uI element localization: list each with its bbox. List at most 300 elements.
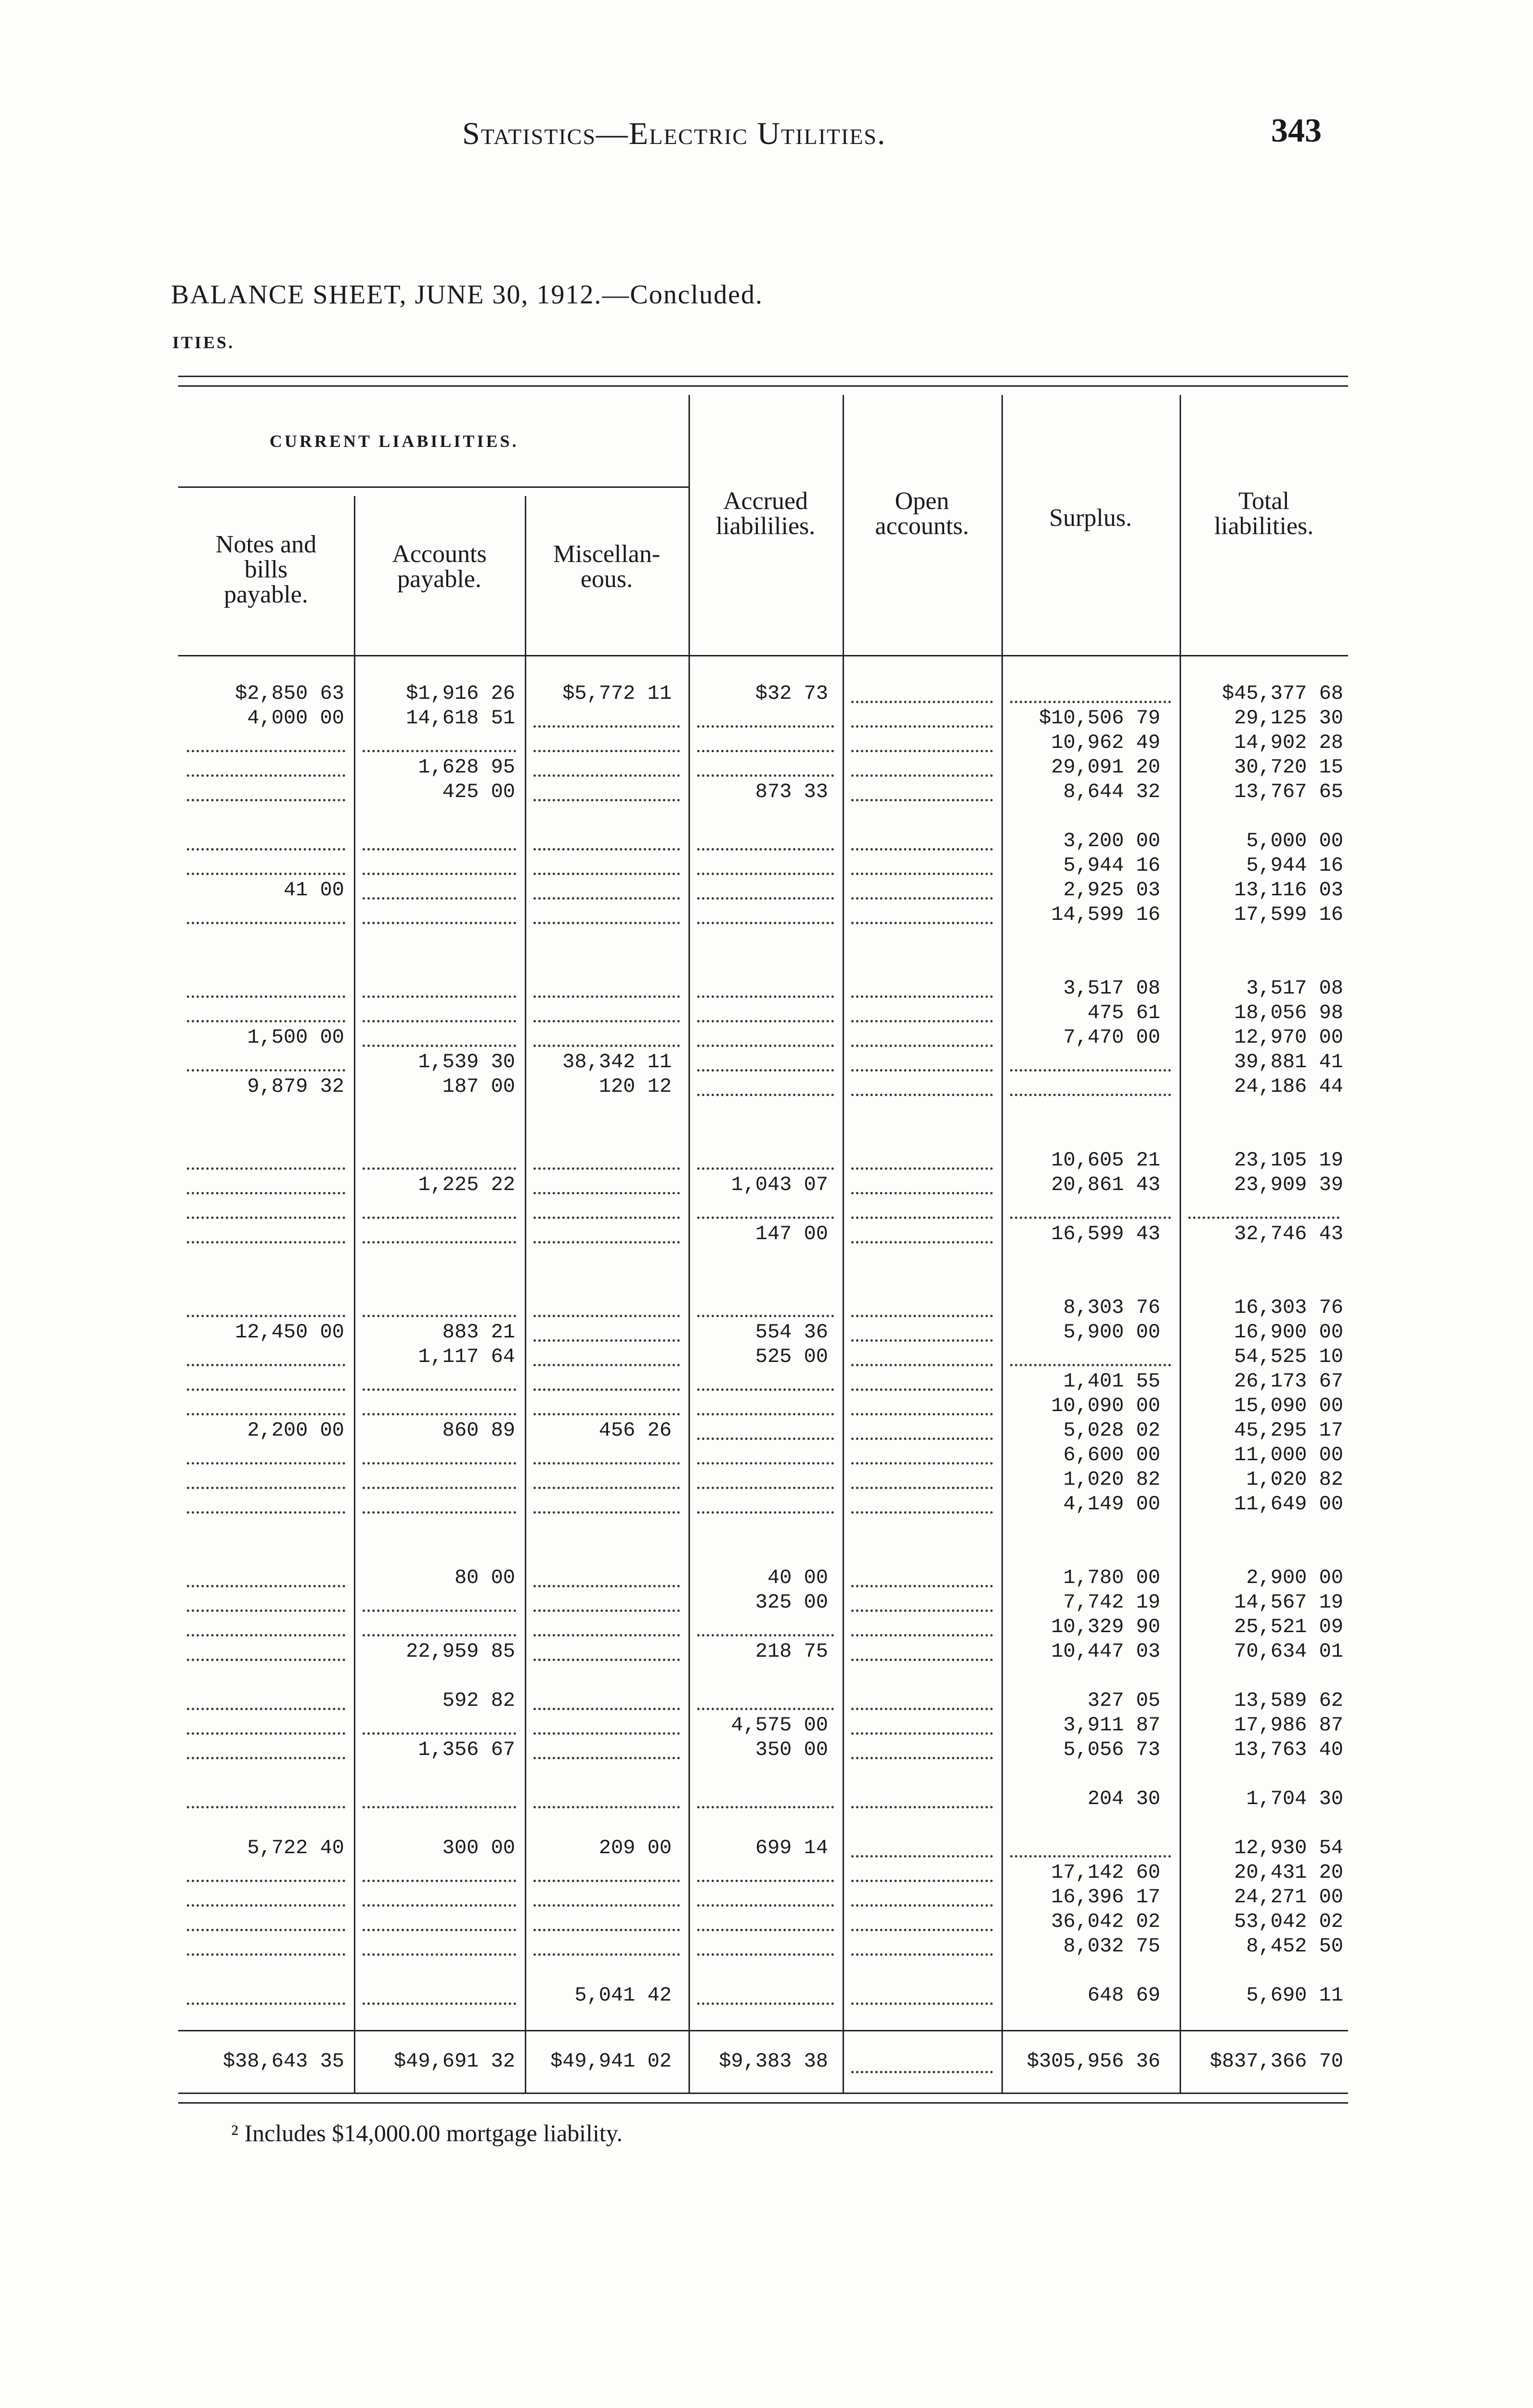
data-cell: 5,041 42 bbox=[574, 1984, 672, 2007]
data-cell: 13,116 03 bbox=[1234, 878, 1343, 902]
data-cell: 14,902 28 bbox=[1234, 731, 1343, 754]
leader-dots bbox=[533, 1167, 680, 1170]
leader-dots bbox=[851, 1487, 993, 1489]
leader-dots bbox=[1188, 1217, 1339, 1219]
data-cell: 147 00 bbox=[755, 1222, 828, 1245]
data-cell: 17,986 87 bbox=[1234, 1714, 1343, 1737]
data-cell: 29,091 20 bbox=[1051, 756, 1160, 779]
leader-dots bbox=[363, 922, 516, 924]
leader-dots bbox=[363, 1045, 516, 1047]
data-cell: 5,900 00 bbox=[1063, 1321, 1160, 1344]
leader-dots bbox=[187, 1732, 345, 1735]
data-cell: $10,506 79 bbox=[1039, 707, 1160, 730]
data-cell: 30,720 15 bbox=[1234, 756, 1343, 779]
total-cell: $49,691 32 bbox=[393, 2050, 515, 2073]
leader-dots bbox=[187, 1192, 345, 1194]
leader-dots bbox=[363, 2002, 516, 2005]
leader-dots bbox=[187, 799, 345, 801]
leader-dots bbox=[533, 774, 680, 777]
leader-dots bbox=[363, 1953, 516, 1956]
leader-dots bbox=[851, 1708, 993, 1710]
leader-dots bbox=[851, 1855, 993, 1858]
leader-dots bbox=[533, 1487, 680, 1489]
leader-dots bbox=[363, 1020, 516, 1022]
data-cell: 20,431 20 bbox=[1234, 1861, 1343, 1884]
leader-dots bbox=[533, 1904, 680, 1907]
leader-dots bbox=[533, 995, 680, 998]
leader-dots bbox=[363, 1217, 516, 1219]
header-line: bills bbox=[244, 556, 288, 583]
data-cell: 53,042 02 bbox=[1234, 1910, 1343, 1933]
leader-dots bbox=[533, 1757, 680, 1759]
leader-dots bbox=[533, 1020, 680, 1022]
leader-dots bbox=[533, 750, 680, 752]
data-cell: 39,881 41 bbox=[1234, 1050, 1343, 1073]
data-cell: 5,000 00 bbox=[1246, 829, 1343, 852]
leader-dots bbox=[533, 1364, 680, 1366]
data-cell: 13,767 65 bbox=[1234, 780, 1343, 803]
leader-dots bbox=[697, 1094, 834, 1096]
data-cell: 456 26 bbox=[598, 1419, 672, 1442]
leader-dots bbox=[187, 1364, 345, 1366]
leader-dots bbox=[851, 2002, 993, 2005]
leader-dots bbox=[363, 1880, 516, 1882]
leader-dots bbox=[363, 1806, 516, 1808]
leader-dots bbox=[187, 1511, 345, 1514]
leader-dots bbox=[851, 1167, 993, 1170]
data-cell: 12,970 00 bbox=[1234, 1026, 1343, 1049]
leader-dots bbox=[697, 1634, 834, 1636]
leader-dots bbox=[1010, 1069, 1171, 1072]
leader-dots bbox=[187, 1315, 345, 1317]
data-cell: 5,028 02 bbox=[1063, 1419, 1160, 1442]
leader-dots bbox=[533, 1462, 680, 1465]
leader-dots bbox=[187, 1241, 345, 1243]
header-line: Total bbox=[1238, 487, 1290, 515]
leader-dots bbox=[363, 1388, 516, 1391]
leader-dots bbox=[697, 1708, 834, 1710]
leader-dots bbox=[697, 1806, 834, 1808]
leader-dots bbox=[533, 1315, 680, 1317]
leader-dots bbox=[851, 725, 993, 728]
leader-dots bbox=[851, 1388, 993, 1391]
leader-dots bbox=[697, 1315, 834, 1317]
data-cell: 16,303 76 bbox=[1234, 1296, 1343, 1319]
leader-dots bbox=[533, 1045, 680, 1047]
data-cell: 1,020 82 bbox=[1063, 1468, 1160, 1491]
leader-dots bbox=[851, 1020, 993, 1022]
data-cell: 10,090 00 bbox=[1051, 1394, 1160, 1417]
data-cell: 1,780 00 bbox=[1063, 1566, 1160, 1589]
data-cell: 14,567 19 bbox=[1234, 1591, 1343, 1614]
header-line: accounts. bbox=[875, 512, 969, 540]
data-cell: 32,746 43 bbox=[1234, 1222, 1343, 1245]
leader-dots bbox=[187, 1487, 345, 1489]
column-divider bbox=[843, 395, 844, 2093]
leader-dots bbox=[851, 1806, 993, 1808]
leader-dots bbox=[851, 848, 993, 851]
leader-dots bbox=[697, 725, 834, 728]
leader-dots bbox=[697, 750, 834, 752]
header-line: Accrued bbox=[723, 487, 808, 515]
data-cell: 24,271 00 bbox=[1234, 1885, 1343, 1909]
leader-dots bbox=[1010, 1094, 1171, 1096]
leader-dots bbox=[533, 1241, 680, 1243]
leader-dots bbox=[851, 1413, 993, 1415]
leader-dots bbox=[697, 1511, 834, 1514]
data-cell: 699 14 bbox=[755, 1836, 828, 1859]
header-accounts bbox=[354, 542, 525, 592]
leader-dots bbox=[851, 1757, 993, 1759]
data-cell: 1,401 55 bbox=[1063, 1370, 1160, 1393]
leader-dots bbox=[697, 1388, 834, 1391]
data-cell: 17,599 16 bbox=[1234, 903, 1343, 926]
header-line: liabilities. bbox=[1214, 512, 1314, 540]
data-cell: 20,861 43 bbox=[1051, 1173, 1160, 1196]
leader-dots bbox=[851, 995, 993, 998]
leader-dots bbox=[533, 799, 680, 801]
leader-dots bbox=[697, 1953, 834, 1956]
data-cell: 327 05 bbox=[1087, 1689, 1160, 1712]
table-top-rule bbox=[178, 376, 1348, 377]
leader-dots bbox=[363, 1904, 516, 1907]
data-cell: 1,117 64 bbox=[418, 1345, 515, 1368]
data-cell: $1,916 26 bbox=[406, 682, 515, 705]
leader-dots bbox=[533, 1929, 680, 1931]
leader-dots bbox=[187, 848, 345, 851]
leader-dots bbox=[851, 1880, 993, 1882]
data-cell: 45,295 17 bbox=[1234, 1419, 1343, 1442]
leader-dots bbox=[363, 1167, 516, 1170]
data-cell: 325 00 bbox=[755, 1591, 828, 1614]
leader-dots bbox=[187, 1610, 345, 1612]
table-top-rule-2 bbox=[178, 385, 1348, 387]
total-cell: $9,383 38 bbox=[719, 2050, 828, 2073]
data-cell: 8,032 75 bbox=[1063, 1935, 1160, 1958]
data-cell: 1,020 82 bbox=[1246, 1468, 1343, 1491]
header-surplus bbox=[1001, 506, 1180, 531]
data-cell: 300 00 bbox=[442, 1836, 515, 1859]
leader-dots bbox=[851, 1315, 993, 1317]
data-cell: 3,517 08 bbox=[1063, 977, 1160, 1000]
data-cell: 25,521 09 bbox=[1234, 1615, 1343, 1638]
data-cell: 41 00 bbox=[283, 878, 344, 902]
leader-dots bbox=[697, 1929, 834, 1931]
leader-dots bbox=[363, 1462, 516, 1465]
leader-dots bbox=[851, 1610, 993, 1612]
data-cell: 218 75 bbox=[755, 1640, 828, 1663]
data-cell: 554 36 bbox=[755, 1321, 828, 1344]
group-header-rule bbox=[178, 486, 689, 488]
leader-dots bbox=[851, 1585, 993, 1587]
data-cell: 648 69 bbox=[1087, 1984, 1160, 2007]
data-cell: 2,200 00 bbox=[247, 1419, 344, 1442]
data-cell: 2,925 03 bbox=[1063, 878, 1160, 902]
data-cell: 1,704 30 bbox=[1246, 1787, 1343, 1810]
data-cell: 5,944 16 bbox=[1063, 854, 1160, 877]
leader-dots bbox=[851, 1241, 993, 1243]
data-cell: 5,690 11 bbox=[1246, 1984, 1343, 2007]
leader-dots bbox=[363, 1241, 516, 1243]
data-cell: 17,142 60 bbox=[1051, 1861, 1160, 1884]
header-accrued bbox=[689, 489, 843, 539]
leader-dots bbox=[363, 897, 516, 900]
data-cell: 26,173 67 bbox=[1234, 1370, 1343, 1393]
leader-dots bbox=[363, 848, 516, 851]
leader-dots bbox=[187, 1585, 345, 1587]
leader-dots bbox=[187, 1904, 345, 1907]
leader-dots bbox=[851, 1659, 993, 1661]
leader-dots bbox=[363, 1315, 516, 1317]
data-cell: 1,539 30 bbox=[418, 1050, 515, 1073]
data-cell: 7,742 19 bbox=[1063, 1591, 1160, 1614]
leader-dots bbox=[697, 922, 834, 924]
header-line: Surplus. bbox=[1049, 504, 1132, 532]
leader-dots bbox=[533, 1192, 680, 1194]
leader-dots bbox=[363, 995, 516, 998]
data-cell: 592 82 bbox=[442, 1689, 515, 1712]
leader-dots bbox=[1010, 1217, 1171, 1219]
leader-dots bbox=[533, 897, 680, 900]
data-cell: 23,909 39 bbox=[1234, 1173, 1343, 1196]
leader-dots bbox=[187, 1167, 345, 1170]
leader-dots bbox=[697, 774, 834, 777]
data-cell: 8,303 76 bbox=[1063, 1296, 1160, 1319]
leader-dots bbox=[1010, 1855, 1171, 1858]
leader-dots bbox=[187, 922, 345, 924]
data-cell: 120 12 bbox=[598, 1075, 672, 1098]
leader-dots bbox=[187, 774, 345, 777]
leader-dots bbox=[851, 1904, 993, 1907]
leader-dots bbox=[697, 1438, 834, 1440]
leader-dots bbox=[187, 1020, 345, 1022]
leader-dots bbox=[697, 1487, 834, 1489]
leader-dots bbox=[533, 922, 680, 924]
leader-dots bbox=[851, 1953, 993, 1956]
data-cell: 13,763 40 bbox=[1234, 1738, 1343, 1761]
leader-dots bbox=[697, 1045, 834, 1047]
leader-dots bbox=[851, 1438, 993, 1440]
leader-dots bbox=[851, 799, 993, 801]
leader-dots bbox=[697, 897, 834, 900]
data-cell: 860 89 bbox=[442, 1419, 515, 1442]
leader-dots bbox=[533, 1732, 680, 1735]
data-cell: 11,649 00 bbox=[1234, 1492, 1343, 1516]
data-cell: 5,056 73 bbox=[1063, 1738, 1160, 1761]
data-cell: 14,618 51 bbox=[406, 707, 515, 730]
leader-dots bbox=[1010, 1364, 1171, 1366]
leader-dots bbox=[851, 774, 993, 777]
data-cell: 10,447 03 bbox=[1051, 1640, 1160, 1663]
data-cell: 3,517 08 bbox=[1246, 977, 1343, 1000]
data-cell: 11,000 00 bbox=[1234, 1443, 1343, 1466]
leader-dots bbox=[363, 1413, 516, 1415]
header-line: payable. bbox=[224, 581, 308, 608]
data-cell: 10,329 90 bbox=[1051, 1615, 1160, 1638]
leader-dots bbox=[533, 1413, 680, 1415]
data-cell: 1,225 22 bbox=[418, 1173, 515, 1196]
leader-dots bbox=[851, 1069, 993, 1072]
leader-dots bbox=[533, 1880, 680, 1882]
data-cell: 1,043 07 bbox=[731, 1173, 828, 1196]
leader-dots bbox=[697, 2002, 834, 2005]
leader-dots bbox=[187, 1708, 345, 1710]
data-cell: 80 00 bbox=[454, 1566, 515, 1589]
leader-dots bbox=[851, 897, 993, 900]
total-cell: $38,643 35 bbox=[222, 2050, 344, 2073]
leader-dots bbox=[851, 922, 993, 924]
leader-dots bbox=[697, 873, 834, 875]
data-cell: 2,900 00 bbox=[1246, 1566, 1343, 1589]
leader-dots bbox=[851, 1732, 993, 1735]
leader-dots bbox=[187, 1388, 345, 1391]
data-cell: 425 00 bbox=[442, 780, 515, 803]
leader-dots bbox=[851, 1511, 993, 1514]
leader-dots bbox=[363, 1732, 516, 1735]
leader-dots bbox=[851, 1929, 993, 1931]
leader-dots bbox=[533, 873, 680, 875]
data-cell: 350 00 bbox=[755, 1738, 828, 1761]
leader-dots bbox=[187, 1069, 345, 1072]
page-number: 343 bbox=[1271, 112, 1322, 149]
leader-dots bbox=[363, 1634, 516, 1636]
header-line: liabililies. bbox=[715, 512, 816, 540]
data-cell: 12,930 54 bbox=[1234, 1836, 1343, 1859]
header-line: eous. bbox=[580, 565, 633, 593]
leader-dots bbox=[187, 995, 345, 998]
data-cell: 16,396 17 bbox=[1051, 1885, 1160, 1909]
data-cell: 8,644 32 bbox=[1063, 780, 1160, 803]
leader-dots bbox=[697, 1904, 834, 1907]
data-cell: 525 00 bbox=[755, 1345, 828, 1368]
leader-dots bbox=[363, 1487, 516, 1489]
data-cell: 70,634 01 bbox=[1234, 1640, 1343, 1663]
data-cell: 209 00 bbox=[598, 1836, 672, 1859]
data-cell: 40 00 bbox=[767, 1566, 828, 1589]
data-cell: $45,377 68 bbox=[1221, 682, 1343, 705]
leader-dots bbox=[1010, 701, 1171, 703]
data-cell: 16,599 43 bbox=[1051, 1222, 1160, 1245]
leader-dots bbox=[363, 1610, 516, 1612]
leader-dots bbox=[851, 1192, 993, 1194]
leader-dots bbox=[533, 1339, 680, 1342]
leader-dots bbox=[851, 750, 993, 752]
leader-dots bbox=[187, 1880, 345, 1882]
running-head bbox=[462, 116, 886, 152]
header-total bbox=[1180, 489, 1348, 539]
header-line: Accounts bbox=[392, 540, 487, 568]
leader-dots bbox=[363, 1929, 516, 1931]
data-cell: 13,589 62 bbox=[1234, 1689, 1343, 1712]
data-cell: 6,600 00 bbox=[1063, 1443, 1160, 1466]
leader-dots bbox=[187, 1634, 345, 1636]
leader-dots bbox=[187, 1462, 345, 1465]
data-cell: 8,452 50 bbox=[1246, 1935, 1343, 1958]
total-cell: $49,941 02 bbox=[550, 2050, 672, 2073]
data-cell: 4,149 00 bbox=[1063, 1492, 1160, 1516]
data-cell: 187 00 bbox=[442, 1075, 515, 1098]
header-line: Miscellan- bbox=[553, 540, 661, 568]
leader-dots bbox=[187, 750, 345, 752]
leader-dots bbox=[851, 1634, 993, 1636]
leader-dots bbox=[187, 1953, 345, 1956]
leader-dots bbox=[697, 1217, 834, 1219]
leader-dots bbox=[697, 1020, 834, 1022]
leader-dots bbox=[851, 1339, 993, 1342]
table-caption: BALANCE SHEET, JUNE 30, 1912.—Concluded. bbox=[171, 280, 763, 310]
data-cell: 23,105 19 bbox=[1234, 1149, 1343, 1172]
data-cell: 4,575 00 bbox=[731, 1714, 828, 1737]
data-cell: 3,200 00 bbox=[1063, 829, 1160, 852]
leader-dots bbox=[851, 1094, 993, 1096]
leader-dots bbox=[697, 1069, 834, 1072]
data-cell: 15,090 00 bbox=[1234, 1394, 1343, 1417]
leader-dots bbox=[187, 2002, 345, 2005]
data-cell: 9,879 32 bbox=[247, 1075, 344, 1098]
data-cell: 36,042 02 bbox=[1051, 1910, 1160, 1933]
data-cell: 5,722 40 bbox=[247, 1836, 344, 1859]
leader-dots bbox=[697, 1462, 834, 1465]
leader-dots bbox=[187, 873, 345, 875]
leader-dots bbox=[187, 1757, 345, 1759]
data-cell: 1,356 67 bbox=[418, 1738, 515, 1761]
leader-dots bbox=[187, 1659, 345, 1661]
data-cell: 873 33 bbox=[755, 780, 828, 803]
footnote: ² Includes $14,000.00 mortgage liability. bbox=[231, 2120, 623, 2146]
leader-dots bbox=[187, 1806, 345, 1808]
leader-dots bbox=[851, 1045, 993, 1047]
leader-dots bbox=[533, 1953, 680, 1956]
leader-dots bbox=[697, 1413, 834, 1415]
leader-dots bbox=[851, 701, 993, 703]
leader-dots bbox=[533, 1806, 680, 1808]
leader-dots bbox=[533, 1388, 680, 1391]
data-cell: 1,500 00 bbox=[247, 1026, 344, 1049]
leader-dots bbox=[363, 1511, 516, 1514]
header-misc bbox=[525, 542, 689, 592]
table-subcaption: ITIES. bbox=[172, 333, 235, 352]
data-cell: 18,056 98 bbox=[1234, 1001, 1343, 1024]
data-cell: 29,125 30 bbox=[1234, 707, 1343, 730]
data-cell: $2,850 63 bbox=[235, 682, 344, 705]
data-cell: 204 30 bbox=[1087, 1787, 1160, 1810]
leader-dots bbox=[851, 2071, 993, 2073]
leader-dots bbox=[533, 725, 680, 728]
data-cell: 54,525 10 bbox=[1234, 1345, 1343, 1368]
totals-bottom-rule bbox=[178, 2093, 1348, 2094]
header-notes bbox=[178, 532, 354, 607]
footer-rule bbox=[178, 2102, 1348, 2104]
data-cell: 475 61 bbox=[1087, 1001, 1160, 1024]
leader-dots bbox=[851, 873, 993, 875]
leader-dots bbox=[187, 1929, 345, 1931]
header-line: Open bbox=[895, 487, 949, 515]
leader-dots bbox=[533, 1585, 680, 1587]
data-cell: 4,000 00 bbox=[247, 707, 344, 730]
data-cell: 38,342 11 bbox=[562, 1050, 672, 1073]
leader-dots bbox=[851, 1217, 993, 1219]
leader-dots bbox=[533, 1708, 680, 1710]
header-line: payable. bbox=[397, 565, 481, 593]
leader-dots bbox=[533, 1511, 680, 1514]
leader-dots bbox=[851, 1462, 993, 1465]
leader-dots bbox=[363, 750, 516, 752]
group-header-current-liabilities: CURRENT LIABILITIES. bbox=[270, 432, 519, 451]
data-cell: 10,962 49 bbox=[1051, 731, 1160, 754]
leader-dots bbox=[697, 848, 834, 851]
data-cell: 10,605 21 bbox=[1051, 1149, 1160, 1172]
leader-dots bbox=[533, 1217, 680, 1219]
